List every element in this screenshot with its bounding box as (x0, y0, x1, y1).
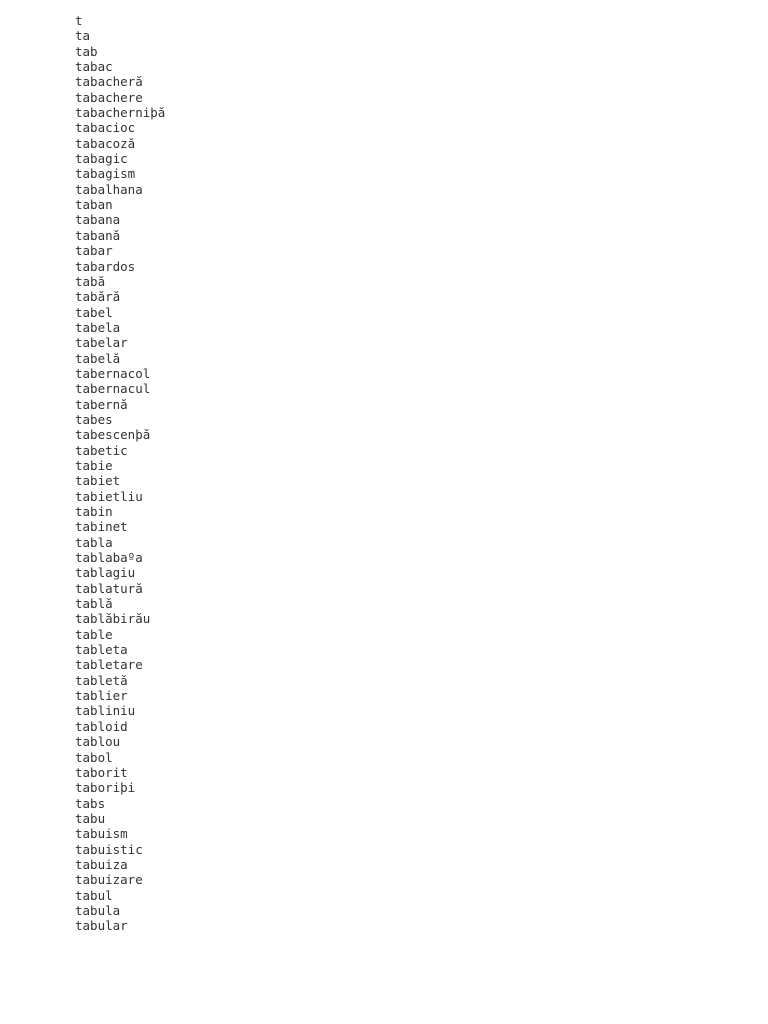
word-entry: tablou (75, 734, 121, 750)
word-entry: tabelar (75, 335, 128, 351)
word-entry: tablăbirău (75, 611, 151, 627)
word-entry: tabacioc (75, 120, 136, 136)
word-entry: tablă (75, 596, 113, 612)
word-entry: tabacheră (75, 74, 143, 90)
word-entry: tabacherniþă (75, 105, 166, 121)
word-entry: ta (75, 28, 91, 44)
word-entry: tabernacul (75, 381, 151, 397)
word-entry: tabuism (75, 826, 128, 842)
word-entry: tabinet (75, 519, 128, 535)
word-entry: tabă (75, 273, 106, 289)
word-entry: tablagiu (75, 565, 136, 581)
word-entry: tabular (75, 918, 128, 934)
word-entry: tabalhana (75, 181, 143, 197)
word-entry: tablabaºa (75, 550, 143, 566)
word-entry: tabetic (75, 442, 128, 458)
word-entry: tabletă (75, 672, 128, 688)
word-entry: tabără (75, 289, 121, 305)
word-entry: tabelă (75, 350, 121, 366)
word-entry: tabac (75, 59, 113, 75)
word-entry: tabletare (75, 657, 143, 673)
word-entry: tabagism (75, 166, 136, 182)
word-entry: tabliniu (75, 703, 136, 719)
word-entry: tabin (75, 504, 113, 519)
word-entry: tablatură (75, 580, 143, 596)
word-entry: tabuistic (75, 841, 143, 857)
word-entry: taboriþi (75, 780, 136, 796)
word-entry: tabuizare (75, 872, 143, 888)
word-list (75, 13, 165, 934)
word-entry: tabana (75, 212, 121, 228)
word-entry: taban (75, 197, 113, 213)
word-entry: t (75, 13, 83, 28)
word-entry: tabela (75, 319, 121, 335)
word-entry: tabardos (75, 258, 136, 274)
word-entry: tabu (75, 810, 106, 826)
word-entry: tabescenþă (75, 427, 151, 443)
word-entry: tabernacol (75, 365, 151, 381)
word-entry: tabană (75, 227, 121, 243)
word-entry: tabar (75, 243, 113, 259)
word-entry: tabie (75, 457, 113, 473)
word-entry: tabiet (75, 473, 121, 489)
word-entry: tableta (75, 642, 128, 658)
word-entry: tabla (75, 534, 113, 550)
word-entry: tabacoză (75, 135, 136, 151)
word-entry: taborit (75, 764, 128, 780)
word-entry: tabel (75, 304, 113, 320)
word-entry: tabernă (75, 396, 128, 412)
word-entry: tabietliu (75, 488, 143, 504)
word-entry: tabuiza (75, 856, 128, 872)
word-entry: tabul (75, 887, 113, 903)
word-entry: tabula (75, 902, 121, 918)
word-entry: tablier (75, 688, 128, 704)
word-entry: tabol (75, 749, 113, 765)
word-entry: tabs (75, 795, 106, 811)
word-entry: tabloid (75, 718, 128, 734)
word-entry: table (75, 626, 113, 642)
word-entry: tab (75, 43, 98, 59)
word-entry: tabagic (75, 151, 128, 167)
word-entry: tabachere (75, 89, 143, 105)
word-entry: tabes (75, 411, 113, 427)
